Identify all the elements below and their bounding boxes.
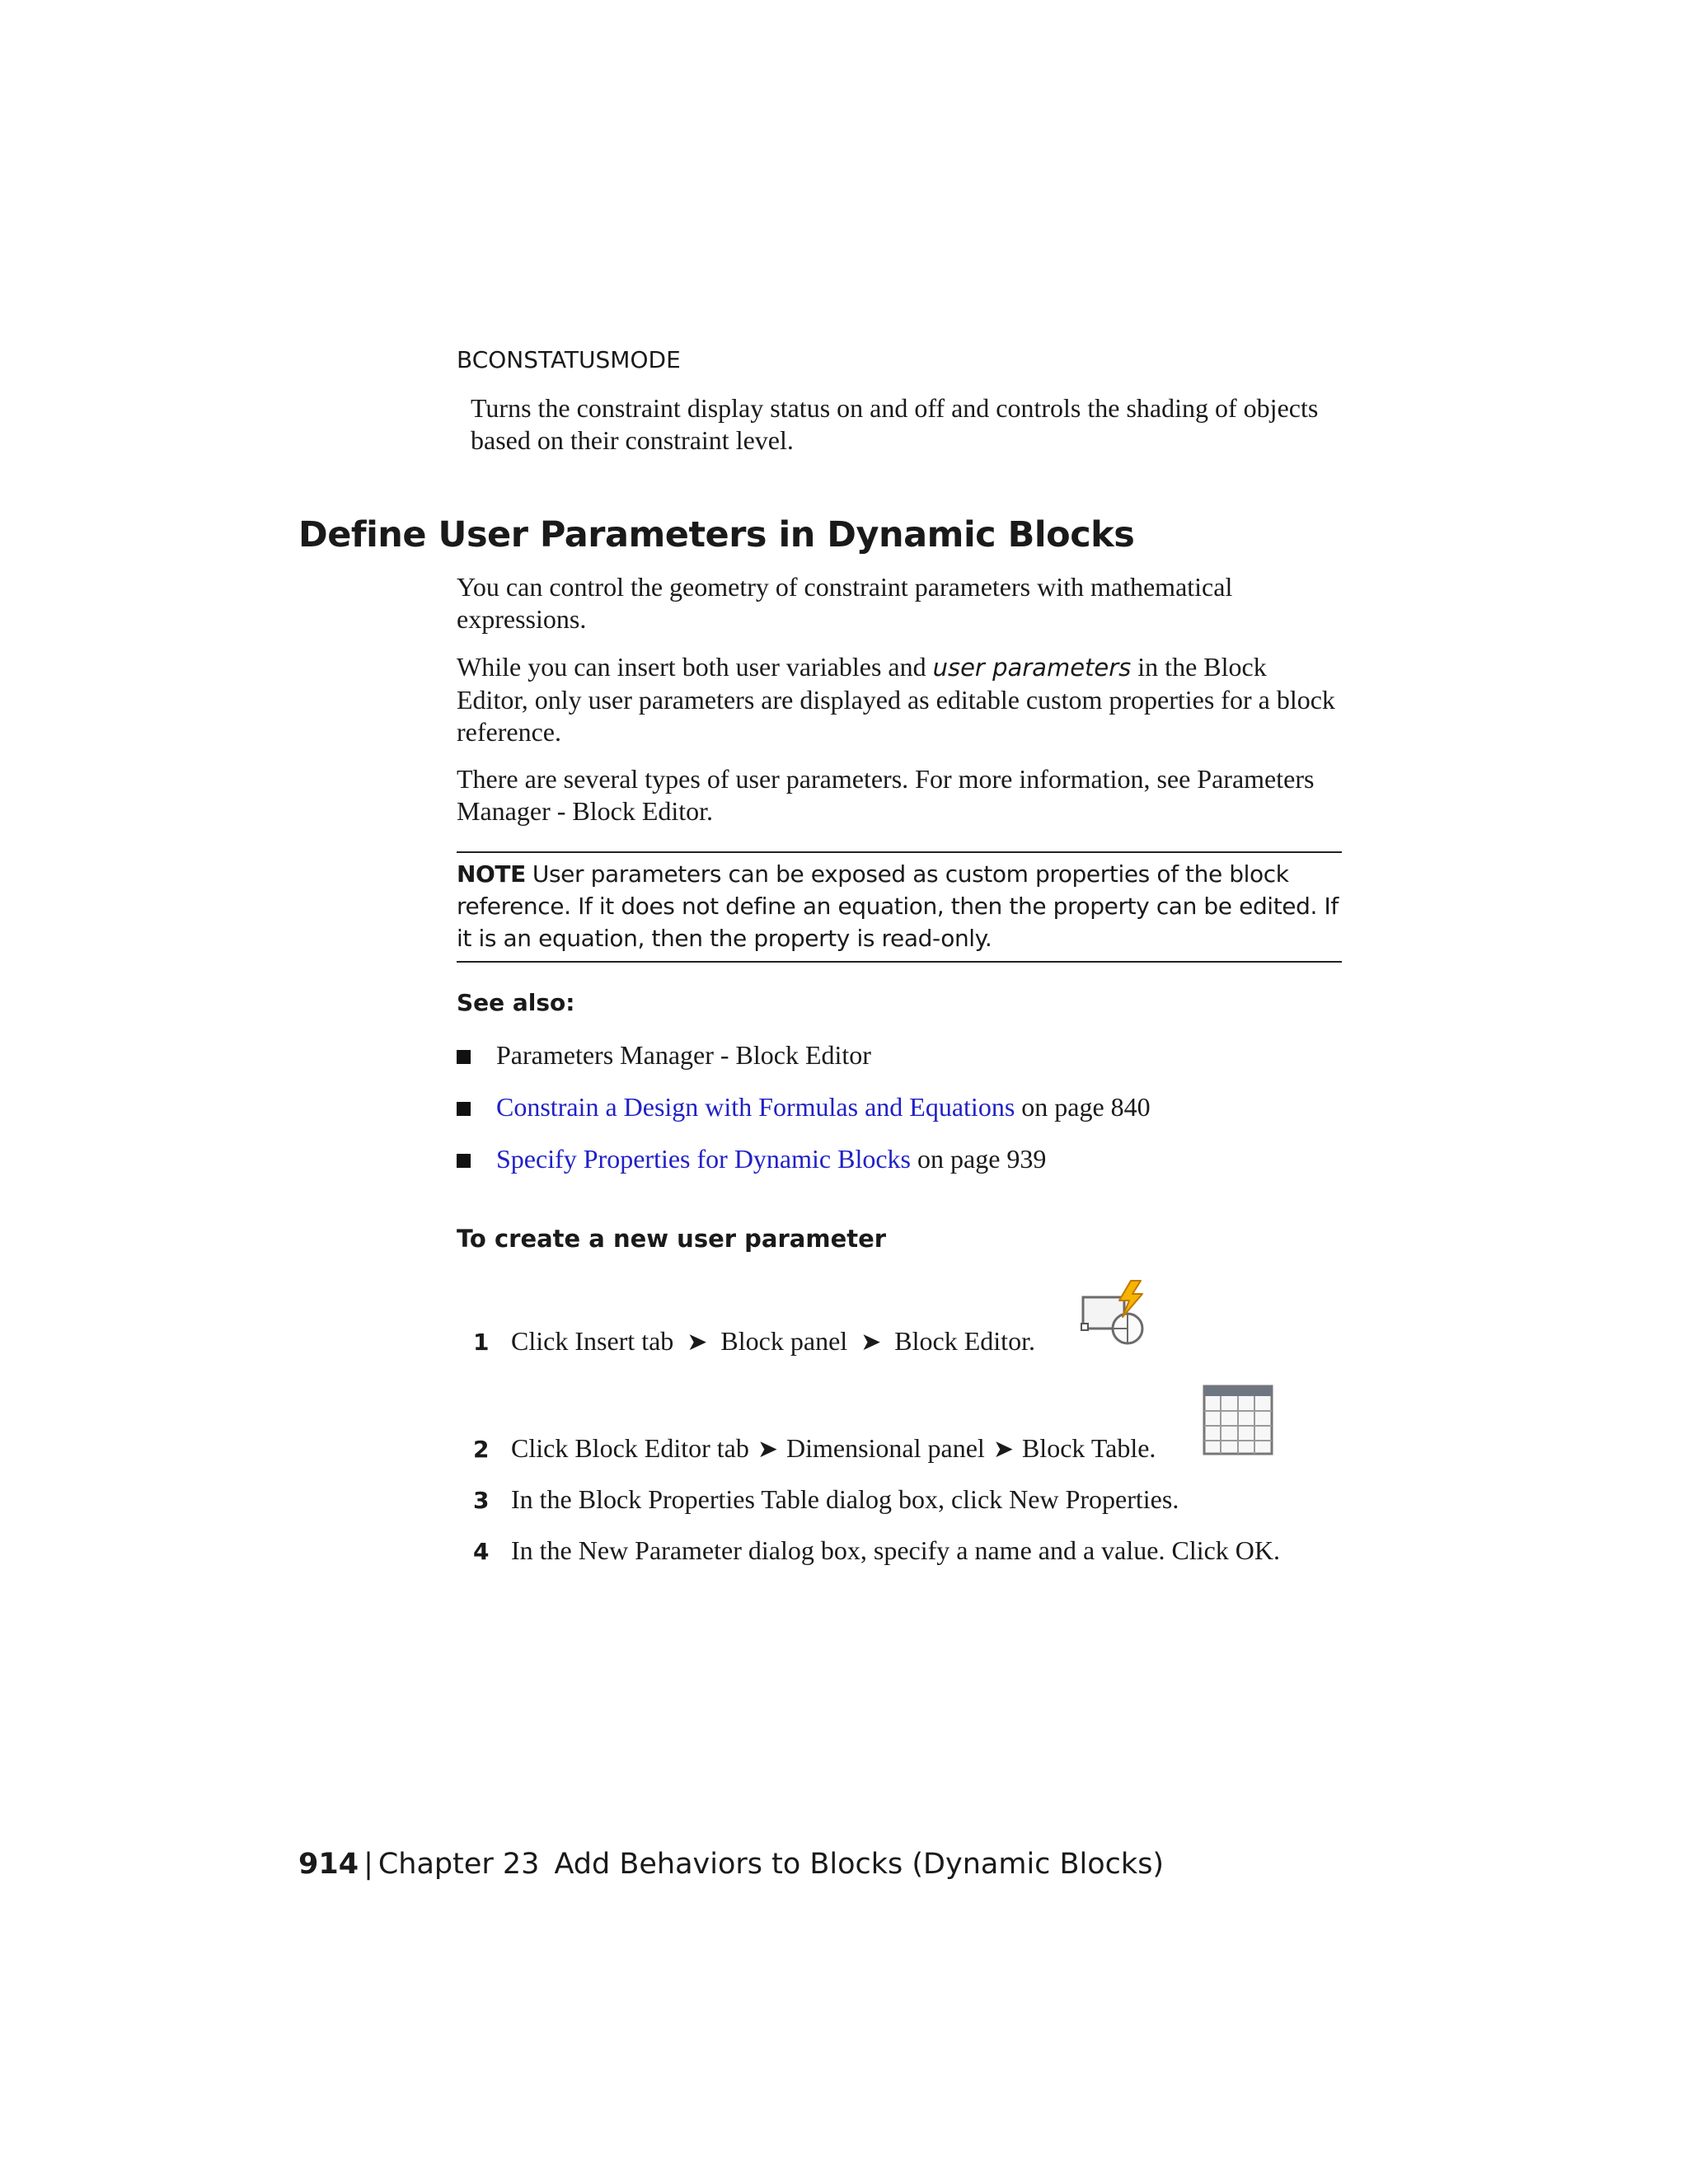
step-number: 1 [473,1329,490,1356]
step-1 [473,1324,1035,1359]
paragraph-text-before: While you can insert both user variables and [457,652,933,682]
page-number: 914 [298,1848,359,1881]
page-footer [298,1848,1164,1881]
list-item [457,1090,1343,1142]
intro-paragraph: You can control the geometry of constraint parameters with mathematical expressions. [457,572,1233,634]
arrow-right-icon: ➤ [860,1329,882,1356]
chapter-title: Add Behaviors to Blocks (Dynamic Blocks) [554,1848,1165,1881]
step-text: In the New Parameter dialog box, specify a name and a value. Click OK. [511,1535,1281,1565]
step-3 [473,1483,1179,1517]
arrow-right-icon: ➤ [992,1436,1014,1463]
page-reference: on page 840 [1015,1092,1151,1122]
note-label: NOTE [457,860,526,888]
note-text: User parameters can be exposed as custom properties of the block reference. If it does not define an equation, then the property can be edited. If it is an equation, then the property is read-only. [457,860,1339,952]
command-description: Turns the constraint display status on and off and controls the shading of objects based on their constraint level. [471,393,1319,455]
see-also-item-text: Parameters Manager - Block Editor [496,1040,871,1070]
step-number: 4 [473,1538,490,1565]
bullet-square-icon [457,1102,471,1116]
step-text: Block Editor. [894,1326,1035,1356]
see-also-heading: See also: [457,989,575,1016]
block-editor-icon [1078,1276,1154,1352]
footer-separator: | [363,1848,373,1881]
step-text: In the Block Properties Table dialog box, click New Properties. [511,1484,1179,1514]
page-reference: on page 939 [911,1144,1047,1174]
types-paragraph: There are several types of user parameters. For more information, see Parameters Manager - Block Editor. [457,764,1315,826]
step-text: Block panel [720,1326,848,1356]
arrow-right-icon: ➤ [757,1436,778,1463]
link-constrain-design[interactable]: Constrain a Design with Formulas and Equations [496,1092,1015,1122]
step-number: 3 [473,1487,490,1514]
step-text: Click Insert tab [511,1326,674,1356]
user-parameters-paragraph [457,651,1343,748]
step-text: Dimensional panel [785,1433,985,1463]
bullet-square-icon [457,1154,471,1168]
chapter-label: Chapter 23 [377,1848,540,1881]
see-also-list [457,1038,1343,1194]
note-box [457,851,1342,963]
section-heading: Define User Parameters in Dynamic Blocks [298,514,1135,555]
arrow-right-icon: ➤ [687,1329,708,1356]
block-table-icon [1201,1383,1275,1457]
step-text: Click Block Editor tab [511,1433,749,1463]
command-name: BCONSTATUSMODE [457,346,681,373]
procedure-title: To create a new user parameter [457,1225,887,1253]
step-2 [473,1432,1156,1466]
step-4 [473,1534,1280,1568]
user-parameters-term: user parameters [932,654,1132,682]
list-item [457,1038,1343,1090]
step-text: Block Table. [1021,1433,1156,1463]
bullet-square-icon [457,1050,471,1064]
link-specify-properties[interactable]: Specify Properties for Dynamic Blocks [496,1144,911,1174]
step-number: 2 [473,1436,490,1463]
paragraph-text-after: in the Block Editor, only user parameters are displayed as editable custom properties for a block reference. [457,652,1335,747]
list-item [457,1142,1343,1194]
